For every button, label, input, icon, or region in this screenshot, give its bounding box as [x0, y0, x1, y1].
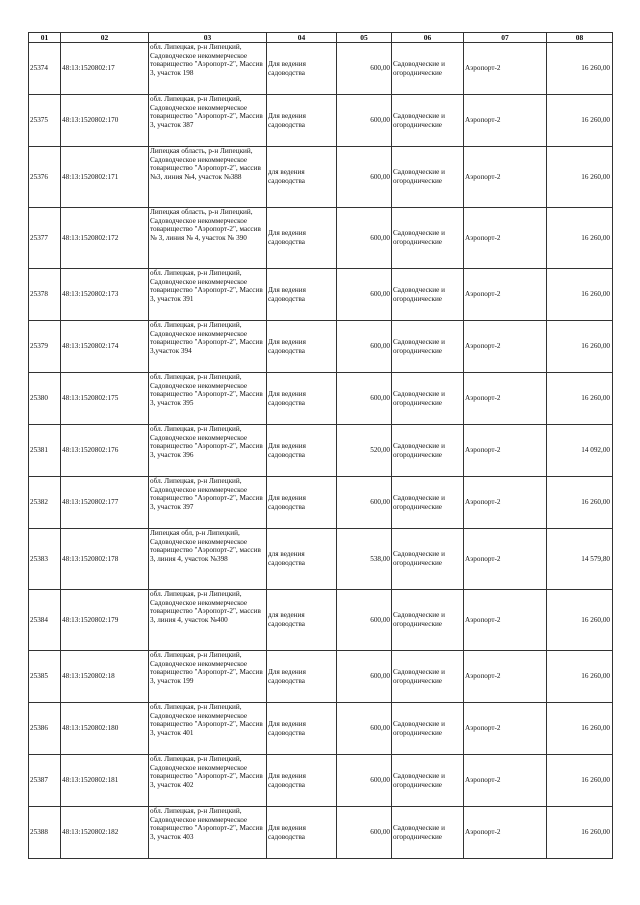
- settlement-name: Аэропорт-2: [464, 477, 547, 529]
- cadastral-value: 16 260,00: [547, 147, 613, 208]
- land-category: Садоводческие и огороднические: [392, 651, 464, 703]
- address: [149, 43, 267, 95]
- permitted-use: для ведения садоводства: [267, 529, 337, 590]
- cadastral-value: 14 579,80: [547, 529, 613, 590]
- header-cell: 03: [149, 33, 267, 43]
- table-row: [29, 269, 613, 321]
- settlement-name: Аэропорт-2: [464, 529, 547, 590]
- land-category: Садоводческие и огороднические: [392, 43, 464, 95]
- address-text: обл. Липецкая, р-н Липецкий, Садоводческое некоммерческое товарищество "Аэропорт-2", Массив 3, участок 391: [150, 269, 263, 303]
- record-number: 25386: [29, 703, 61, 755]
- cadastral-value: 16 260,00: [547, 590, 613, 651]
- address: [149, 373, 267, 425]
- permitted-use: Для ведения садоводства: [267, 807, 337, 859]
- permitted-use: для ведения садоводства: [267, 590, 337, 651]
- area-value: 600,00: [337, 147, 392, 208]
- area-value: 600,00: [337, 43, 392, 95]
- record-number: 25374: [29, 43, 61, 95]
- area-value: 600,00: [337, 703, 392, 755]
- header-cell: 05: [337, 33, 392, 43]
- address-text: обл. Липецкая, р-н Липецкий, Садоводческое некоммерческое товарищество "Аэропорт-2", Массив 3, участок 401: [150, 703, 263, 737]
- permitted-use: Для ведения садоводства: [267, 651, 337, 703]
- header-cell: 08: [547, 33, 613, 43]
- table-row: [29, 755, 613, 807]
- settlement-name: Аэропорт-2: [464, 43, 547, 95]
- settlement-name: Аэропорт-2: [464, 147, 547, 208]
- cadastral-number: 48:13:1520802:174: [61, 321, 149, 373]
- permitted-use: Для ведения садоводства: [267, 703, 337, 755]
- area-value: 600,00: [337, 807, 392, 859]
- permitted-use: Для ведения садоводства: [267, 755, 337, 807]
- settlement-name: Аэропорт-2: [464, 208, 547, 269]
- land-category: Садоводческие и огороднические: [392, 321, 464, 373]
- table-row: [29, 95, 613, 147]
- header-cell: 07: [464, 33, 547, 43]
- table-row: [29, 703, 613, 755]
- area-value: 520,00: [337, 425, 392, 477]
- address-text: обл. Липецкая, р-н Липецкий, Садоводческое некоммерческое товарищество "Аэропорт-2", Массив 3, участок 395: [150, 373, 263, 407]
- cadastral-number: 48:13:1520802:18: [61, 651, 149, 703]
- settlement-name: Аэропорт-2: [464, 95, 547, 147]
- address: [149, 590, 267, 651]
- area-value: 600,00: [337, 755, 392, 807]
- table-row: [29, 373, 613, 425]
- address-text: обл. Липецкая, р-н Липецкий, Садоводческое некоммерческое товарищество "Аэропорт-2", массив 3, линия 4, участок №400: [150, 590, 261, 624]
- settlement-name: Аэропорт-2: [464, 807, 547, 859]
- land-category: Садоводческие и огороднические: [392, 807, 464, 859]
- land-category: Садоводческие и огороднические: [392, 425, 464, 477]
- area-value: 538,00: [337, 529, 392, 590]
- cadastral-value: 16 260,00: [547, 208, 613, 269]
- permitted-use: Для ведения садоводства: [267, 43, 337, 95]
- land-category: Садоводческие и огороднические: [392, 269, 464, 321]
- address-text: Липецкая область, р-н Липецкий, Садоводческое некоммерческое товарищество "Аэропорт-2", массив №3, линия №4, участок №388: [150, 147, 261, 181]
- land-category: Садоводческие и огороднические: [392, 755, 464, 807]
- area-value: 600,00: [337, 590, 392, 651]
- table-row: [29, 590, 613, 651]
- table-row: [29, 208, 613, 269]
- record-number: 25376: [29, 147, 61, 208]
- cadastral-number: 48:13:1520802:178: [61, 529, 149, 590]
- cadastral-value: 16 260,00: [547, 703, 613, 755]
- settlement-name: Аэропорт-2: [464, 373, 547, 425]
- record-number: 25388: [29, 807, 61, 859]
- cadastral-value: 16 260,00: [547, 95, 613, 147]
- address: [149, 147, 267, 208]
- address: [149, 425, 267, 477]
- permitted-use: Для ведения садоводства: [267, 208, 337, 269]
- settlement-name: Аэропорт-2: [464, 651, 547, 703]
- table-row: [29, 477, 613, 529]
- settlement-name: Аэропорт-2: [464, 269, 547, 321]
- land-category: Садоводческие и огороднические: [392, 95, 464, 147]
- cadastral-number: 48:13:1520802:171: [61, 147, 149, 208]
- cadastral-value: 16 260,00: [547, 477, 613, 529]
- cadastral-number: 48:13:1520802:173: [61, 269, 149, 321]
- cadastral-number: 48:13:1520802:170: [61, 95, 149, 147]
- permitted-use: Для ведения садоводства: [267, 425, 337, 477]
- address-text: обл. Липецкая, р-н Липецкий, Садоводческое некоммерческое товарищество "Аэропорт-2", Массив 3, участок 387: [150, 95, 263, 129]
- land-category: Садоводческие и огороднические: [392, 477, 464, 529]
- cadastral-value: 16 260,00: [547, 373, 613, 425]
- address: [149, 321, 267, 373]
- cadastral-value: 16 260,00: [547, 807, 613, 859]
- record-number: 25382: [29, 477, 61, 529]
- permitted-use: Для ведения садоводства: [267, 269, 337, 321]
- settlement-name: Аэропорт-2: [464, 703, 547, 755]
- record-number: 25378: [29, 269, 61, 321]
- cadastral-value: 16 260,00: [547, 321, 613, 373]
- permitted-use: Для ведения садоводства: [267, 321, 337, 373]
- cadastral-number: 48:13:1520802:181: [61, 755, 149, 807]
- table-header-row: [29, 33, 613, 43]
- land-category: Садоводческие и огороднические: [392, 590, 464, 651]
- permitted-use: для ведения садоводства: [267, 147, 337, 208]
- area-value: 600,00: [337, 95, 392, 147]
- table-row: [29, 651, 613, 703]
- address-text: обл. Липецкая, р-н Липецкий, Садоводческое некоммерческое товарищество "Аэропорт-2", Массив 3, участок 199: [150, 651, 263, 685]
- area-value: 600,00: [337, 269, 392, 321]
- record-number: 25383: [29, 529, 61, 590]
- record-number: 25375: [29, 95, 61, 147]
- cadastral-number: 48:13:1520802:17: [61, 43, 149, 95]
- record-number: 25379: [29, 321, 61, 373]
- table-row: [29, 321, 613, 373]
- land-category: Садоводческие и огороднические: [392, 373, 464, 425]
- address: [149, 95, 267, 147]
- registry-table: [28, 32, 613, 859]
- record-number: 25387: [29, 755, 61, 807]
- address-text: обл. Липецкая, р-н Липецкий, Садоводческое некоммерческое товарищество "Аэропорт-2", Массив 3, участок 402: [150, 755, 263, 789]
- record-number: 25377: [29, 208, 61, 269]
- header-cell: 02: [61, 33, 149, 43]
- cadastral-number: 48:13:1520802:179: [61, 590, 149, 651]
- address: [149, 529, 267, 590]
- table-row: [29, 147, 613, 208]
- document-page: [28, 32, 612, 859]
- header-cell: 06: [392, 33, 464, 43]
- land-category: Садоводческие и огороднические: [392, 147, 464, 208]
- table-row: [29, 807, 613, 859]
- settlement-name: Аэропорт-2: [464, 321, 547, 373]
- address-text: обл. Липецкая, р-н Липецкий, Садоводческое некоммерческое товарищество "Аэропорт-2", Массив 3,участок 394: [150, 321, 263, 355]
- area-value: 600,00: [337, 321, 392, 373]
- record-number: 25384: [29, 590, 61, 651]
- table-row: [29, 529, 613, 590]
- area-value: 600,00: [337, 208, 392, 269]
- settlement-name: Аэропорт-2: [464, 755, 547, 807]
- address: [149, 755, 267, 807]
- cadastral-number: 48:13:1520802:176: [61, 425, 149, 477]
- settlement-name: Аэропорт-2: [464, 590, 547, 651]
- permitted-use: Для ведения садоводства: [267, 373, 337, 425]
- table-row: [29, 43, 613, 95]
- address-text: Липецкая обл, р-н Липецкий, Садоводческое некоммерческое товарищество "Аэропорт-2", массив 3, линия 4, участок №398: [150, 529, 261, 563]
- record-number: 25381: [29, 425, 61, 477]
- header-cell: 04: [267, 33, 337, 43]
- permitted-use: Для ведения садоводства: [267, 477, 337, 529]
- address: [149, 651, 267, 703]
- address-text: обл. Липецкая, р-н Липецкий, Садоводческое некоммерческое товарищество "Аэропорт-2", Массив 3, участок 198: [150, 43, 263, 77]
- settlement-name: Аэропорт-2: [464, 425, 547, 477]
- area-value: 600,00: [337, 651, 392, 703]
- address-text: обл. Липецкая, р-н Липецкий, Садоводческое некоммерческое товарищество "Аэропорт-2", Массив 3, участок 403: [150, 807, 263, 841]
- cadastral-value: 16 260,00: [547, 269, 613, 321]
- address: [149, 477, 267, 529]
- address: [149, 208, 267, 269]
- cadastral-value: 16 260,00: [547, 755, 613, 807]
- cadastral-number: 48:13:1520802:177: [61, 477, 149, 529]
- area-value: 600,00: [337, 477, 392, 529]
- address-text: Липецкая область, р-н Липецкий, Садоводческое некоммерческое товарищество "Аэропорт-2", массив № 3, линия № 4, участок № 390: [150, 208, 261, 242]
- address-text: обл. Липецкая, р-н Липецкий, Садоводческое некоммерческое товарищество "Аэропорт-2", Массив 3, участок 396: [150, 425, 263, 459]
- area-value: 600,00: [337, 373, 392, 425]
- cadastral-value: 16 260,00: [547, 651, 613, 703]
- record-number: 25380: [29, 373, 61, 425]
- cadastral-value: 16 260,00: [547, 43, 613, 95]
- permitted-use: Для ведения садоводства: [267, 95, 337, 147]
- cadastral-number: 48:13:1520802:180: [61, 703, 149, 755]
- address: [149, 703, 267, 755]
- cadastral-number: 48:13:1520802:182: [61, 807, 149, 859]
- cadastral-number: 48:13:1520802:172: [61, 208, 149, 269]
- land-category: Садоводческие и огороднические: [392, 208, 464, 269]
- table-row: [29, 425, 613, 477]
- record-number: 25385: [29, 651, 61, 703]
- cadastral-number: 48:13:1520802:175: [61, 373, 149, 425]
- address-text: обл. Липецкая, р-н Липецкий, Садоводческое некоммерческое товарищество "Аэропорт-2", Массив 3, участок 397: [150, 477, 263, 511]
- address: [149, 269, 267, 321]
- land-category: Садоводческие и огороднические: [392, 703, 464, 755]
- land-category: Садоводческие и огороднические: [392, 529, 464, 590]
- header-cell: 01: [29, 33, 61, 43]
- address: [149, 807, 267, 859]
- cadastral-value: 14 092,00: [547, 425, 613, 477]
